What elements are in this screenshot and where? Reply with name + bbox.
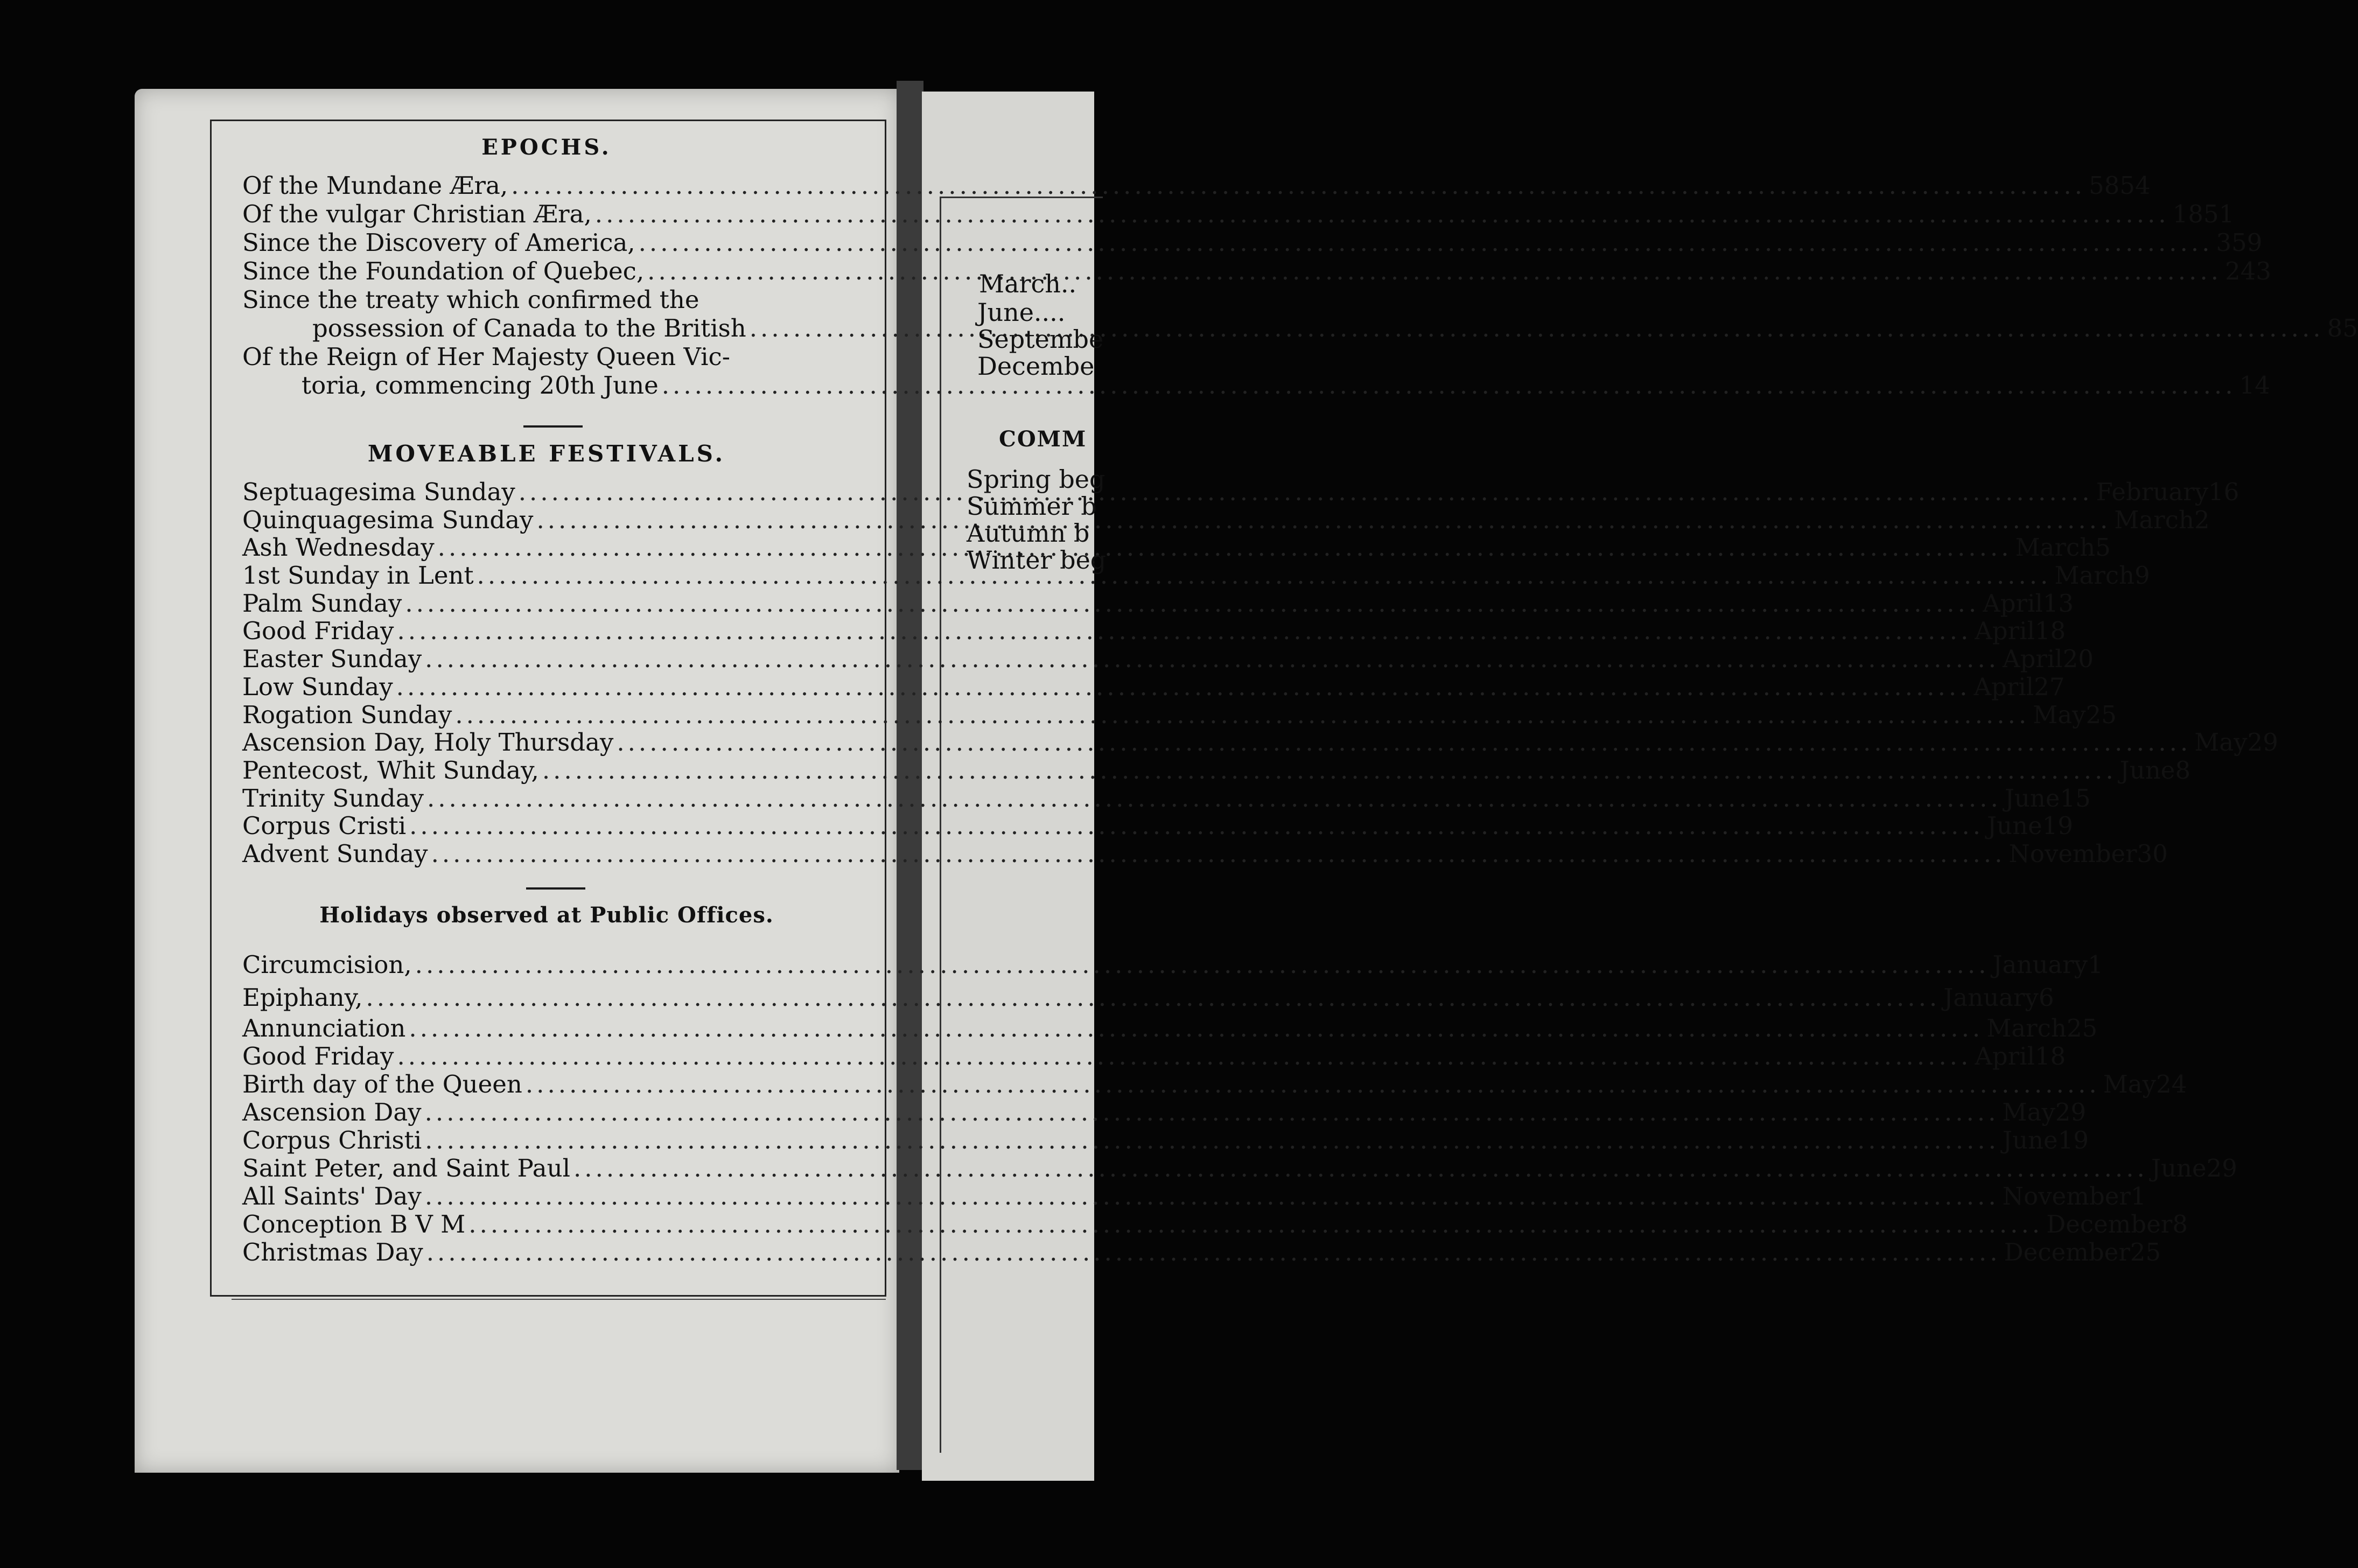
- epoch-label: Of the Reign of Her Majesty Queen Vic-: [242, 342, 730, 371]
- festival-day: 18: [2034, 617, 2066, 646]
- epoch-label: Since the treaty which confirmed the: [242, 285, 699, 314]
- holiday-month: December: [2004, 1238, 2130, 1266]
- holiday-day: 29: [2055, 1098, 2087, 1126]
- holiday-row: [242, 1126, 2089, 1154]
- leader-dots: [409, 1014, 1983, 1042]
- leader-dots: [595, 200, 2170, 228]
- festival-row: [242, 811, 2073, 841]
- festival-month: April: [1983, 589, 2043, 618]
- holiday-month: June: [2002, 1126, 2058, 1154]
- holiday-month: May: [2103, 1070, 2157, 1098]
- festival-day: 9: [2134, 561, 2150, 590]
- epoch-label: Since the Foundation of Quebec,: [242, 257, 645, 285]
- festival-month: November: [2009, 839, 2137, 868]
- epoch-row: [242, 171, 2151, 200]
- holiday-row: [242, 949, 2103, 981]
- holiday-day: 19: [2058, 1126, 2089, 1154]
- holiday-name: Good Friday: [242, 1042, 394, 1070]
- festival-day: 13: [2042, 589, 2074, 618]
- epoch-row: [242, 228, 2263, 257]
- festival-month: March: [2015, 533, 2096, 562]
- festival-name: Easter Sunday: [242, 645, 422, 674]
- leader-dots: [536, 506, 2111, 534]
- epochs-heading: EPOCHS.: [481, 135, 612, 160]
- leader-dots: [415, 949, 1990, 981]
- epoch-label: Since the Discovery of America,: [242, 228, 635, 257]
- leader-dots: [542, 757, 2117, 785]
- epoch-value: 5854: [2088, 171, 2151, 200]
- section-divider: [523, 425, 583, 428]
- epoch-label: Of the Mundane Æra,: [242, 171, 508, 200]
- holiday-row: [242, 1070, 2187, 1098]
- holiday-name: Birth day of the Queen: [242, 1070, 522, 1098]
- epoch-label: Of the vulgar Christian Æra,: [242, 200, 592, 228]
- holiday-month: January: [1992, 950, 2088, 979]
- leader-dots: [426, 1238, 2001, 1266]
- festival-month: March: [2114, 505, 2194, 534]
- leader-dots: [427, 785, 2002, 813]
- right-page-text: Winter beg: [967, 545, 1107, 575]
- festival-month: February: [2096, 478, 2209, 506]
- epoch-label-continuation: toria, commencing 20th June: [302, 371, 659, 400]
- festival-day: 20: [2062, 645, 2094, 674]
- holiday-name: Christmas Day: [242, 1238, 423, 1266]
- holiday-row: [242, 981, 2054, 1014]
- holiday-month: March: [1986, 1014, 2067, 1042]
- holiday-name: Epiphany,: [242, 983, 363, 1012]
- festival-name: 1st Sunday in Lent: [242, 561, 474, 590]
- festival-day: 29: [2247, 728, 2278, 757]
- epoch-value: 359: [2216, 228, 2263, 257]
- leader-dots: [662, 371, 2236, 400]
- leader-dots: [425, 1182, 1999, 1210]
- festival-name: Advent Sunday: [242, 839, 428, 868]
- festival-row: [242, 700, 2117, 729]
- holiday-name: Conception B V M: [242, 1210, 466, 1238]
- holiday-day: 6: [2038, 983, 2054, 1012]
- leader-dots: [639, 228, 2213, 257]
- festival-name: Low Sunday: [242, 672, 393, 701]
- festival-row: [242, 755, 2191, 785]
- holiday-month: June: [2151, 1154, 2207, 1182]
- holiday-row: [242, 1210, 2188, 1238]
- festival-day: 27: [2034, 672, 2065, 701]
- festival-day: 8: [2175, 755, 2191, 785]
- festival-name: Good Friday: [242, 617, 394, 646]
- festival-name: Ash Wednesday: [242, 533, 435, 562]
- leader-dots: [511, 171, 2086, 200]
- right-page-text: Septembe: [977, 325, 1104, 354]
- festival-month: June: [2119, 755, 2175, 785]
- festival-month: March: [2054, 561, 2135, 590]
- holiday-month: January: [1943, 983, 2039, 1012]
- right-page-text: Decembe: [977, 352, 1095, 381]
- holiday-day: 8: [2172, 1210, 2188, 1238]
- right-page-text: Spring beg: [967, 465, 1105, 494]
- leader-dots: [477, 562, 2052, 590]
- festival-month: April: [1974, 672, 2034, 701]
- holiday-day: 25: [2130, 1238, 2161, 1266]
- leader-dots: [425, 1098, 1999, 1126]
- holiday-row: [242, 1098, 2087, 1126]
- festival-row: [242, 783, 2091, 813]
- festival-day: 15: [2060, 783, 2091, 813]
- leader-dots: [455, 701, 2030, 729]
- holiday-day: 25: [2066, 1014, 2098, 1042]
- festival-row: [242, 617, 2066, 646]
- epoch-row: [242, 200, 2235, 228]
- holiday-name: Saint Peter, and Saint Paul: [242, 1154, 570, 1182]
- holiday-month: April: [1975, 1042, 2035, 1070]
- moveable-festivals-heading: MOVEABLE FESTIVALS.: [367, 440, 726, 467]
- leader-dots: [573, 1154, 2148, 1182]
- festival-row: [242, 839, 2168, 868]
- festival-row: [242, 645, 2094, 674]
- leader-dots: [397, 1042, 1971, 1070]
- holiday-name: All Saints' Day: [242, 1182, 422, 1210]
- holiday-day: 1: [2130, 1182, 2146, 1210]
- festival-day: 25: [2086, 700, 2117, 729]
- leader-dots: [519, 478, 2093, 506]
- festival-row: [242, 672, 2065, 701]
- leader-dots: [438, 534, 2012, 562]
- epoch-value: 85: [2327, 314, 2358, 342]
- epoch-row: [242, 285, 853, 314]
- festival-month: June: [1986, 811, 2042, 841]
- epoch-value: 1851: [2172, 200, 2235, 228]
- holidays-heading: Holidays observed at Public Offices.: [319, 902, 774, 928]
- leader-dots: [396, 673, 1971, 701]
- holiday-name: Circumcision,: [242, 950, 412, 979]
- holiday-name: Ascension Day: [242, 1098, 422, 1126]
- festival-name: Rogation Sunday: [242, 700, 452, 729]
- festival-name: Pentecost, Whit Sunday,: [242, 755, 539, 785]
- holiday-day: 18: [2034, 1042, 2066, 1070]
- holiday-row: [242, 1014, 2098, 1042]
- holiday-row: [242, 1238, 2161, 1266]
- right-page-text: Autumn b: [967, 519, 1090, 548]
- festival-name: Septuagesima Sunday: [242, 478, 515, 506]
- epoch-label-continuation: possession of Canada to the British: [312, 314, 746, 342]
- festival-name: Corpus Cristi: [242, 811, 407, 841]
- festival-day: 2: [2194, 505, 2210, 534]
- leader-dots: [647, 257, 2222, 285]
- holiday-day: 1: [2088, 950, 2103, 979]
- epoch-row-continuation: [242, 371, 2270, 400]
- holiday-month: May: [2002, 1098, 2055, 1126]
- holiday-row: [242, 1182, 2146, 1210]
- holiday-row: [242, 1042, 2066, 1070]
- festival-name: Palm Sunday: [242, 589, 402, 618]
- festival-row: [242, 728, 2278, 757]
- epoch-row: [242, 342, 853, 371]
- holiday-name: Corpus Christi: [242, 1126, 422, 1154]
- epoch-value: 243: [2224, 257, 2271, 285]
- leader-dots: [617, 729, 2191, 757]
- right-page-heading: COMM: [999, 426, 1087, 452]
- holiday-day: 29: [2206, 1154, 2237, 1182]
- page-bottom-rule: [232, 1299, 886, 1300]
- leader-dots: [425, 1126, 1999, 1154]
- festival-row: [242, 589, 2074, 618]
- right-page-text: Summer b: [967, 492, 1097, 521]
- festival-day: 5: [2095, 533, 2111, 562]
- leader-dots: [425, 645, 1999, 673]
- leader-dots: [397, 617, 1971, 645]
- holiday-month: November: [2002, 1182, 2131, 1210]
- festival-name: Quinquagesima Sunday: [242, 505, 534, 534]
- festival-month: May: [2194, 728, 2248, 757]
- festival-day: 19: [2042, 811, 2073, 841]
- leader-dots: [431, 840, 2006, 868]
- festival-month: April: [2002, 645, 2063, 674]
- holiday-month: December: [2046, 1210, 2173, 1238]
- holiday-day: 24: [2156, 1070, 2187, 1098]
- holidays-list: [242, 949, 2237, 1266]
- leader-dots: [366, 981, 1940, 1014]
- holiday-row: [242, 1154, 2237, 1182]
- festival-name: Trinity Sunday: [242, 783, 424, 813]
- right-page-text: March..: [979, 269, 1077, 298]
- festival-row: [242, 561, 2150, 590]
- festival-name: Ascension Day, Holy Thursday: [242, 728, 614, 757]
- festival-month: May: [2033, 700, 2086, 729]
- leader-dots: [526, 1070, 2100, 1098]
- leader-dots: [409, 812, 1984, 840]
- holiday-name: Annunciation: [242, 1014, 406, 1042]
- right-page-text: June....: [977, 298, 1066, 327]
- festival-month: April: [1975, 617, 2035, 646]
- festival-month: June: [2004, 783, 2060, 813]
- festival-day: 16: [2208, 478, 2240, 506]
- section-divider: [526, 887, 585, 890]
- leader-dots: [405, 590, 1979, 618]
- epoch-value: 14: [2239, 371, 2270, 400]
- festival-day: 30: [2137, 839, 2168, 868]
- leader-dots: [468, 1210, 2043, 1238]
